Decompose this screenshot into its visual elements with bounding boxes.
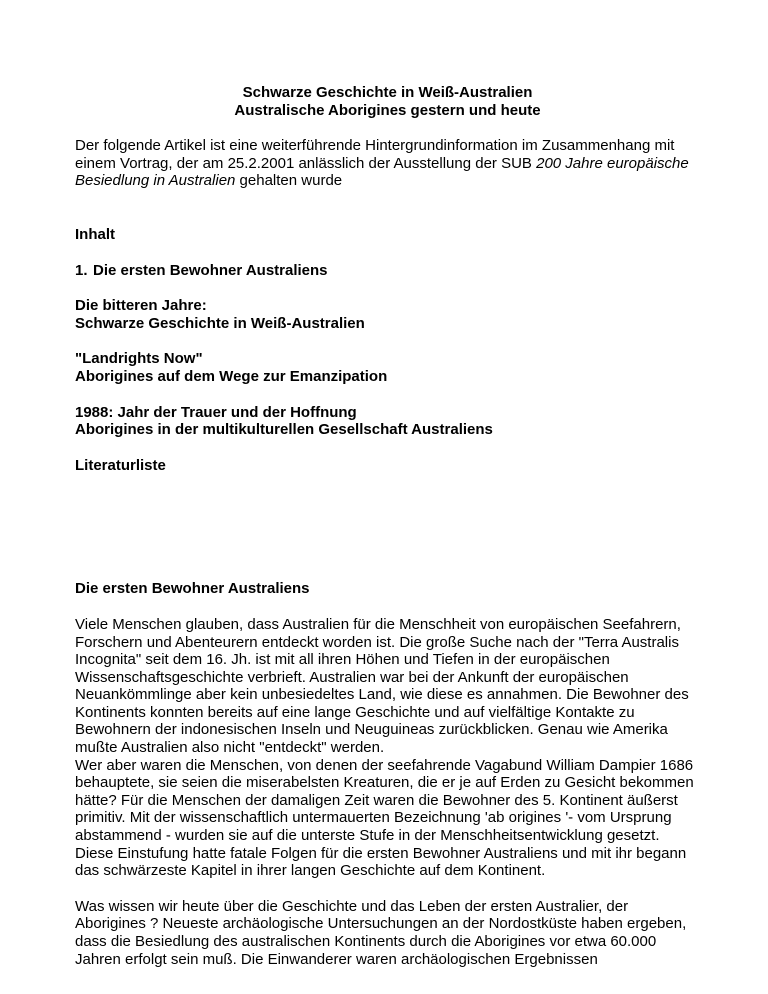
toc-item-3[interactable]: [75, 350, 700, 385]
intro-paragraph: [75, 137, 700, 190]
toc-item-2[interactable]: [75, 297, 700, 332]
exhibition-title: 200 Jahre europäische Besiedlung in Australien: [75, 154, 689, 190]
title-line-2: Australische Aborigines gestern und heute: [234, 101, 541, 119]
toc-item-2-line-1: Die bitteren Jahre:: [75, 297, 207, 315]
toc-item-4-line-1: 1988: Jahr der Trauer und der Hoffnung: [75, 403, 357, 421]
section-heading: Die ersten Bewohner Australiens: [75, 580, 310, 598]
title-line-1: Schwarze Geschichte in Weiß-Australien: [242, 84, 533, 101]
toc-item-1[interactable]: [75, 262, 700, 280]
toc-item-2-line-2: Schwarze Geschichte in Weiß-Australien: [75, 314, 365, 332]
intro-text-1: Der folgende Artikel ist eine weiterführende Hintergrundinformation im Zusammenhang mit einem Vortrag, der am 25.2.2001 anlässlich der Ausstellung der SUB: [75, 137, 675, 172]
section-paragraph-2: Was wissen wir heute über die Geschichte und das Leben der ersten Australier, der Aborigines ? Neueste archäologische Untersuchungen an der Nordostküste haben ergeben, dass die Besiedlung des australischen Kontinents durch die Aborigines vor etwa 60.000 Jahren erfolgt sein muß. Die Einwanderer waren archäologischen Ergebnissen: [75, 897, 687, 968]
toc-item-3-line-1: "Landrights Now": [75, 350, 203, 368]
paragraph-1-part-b: Wer aber waren die Menschen, von denen der seefahrende Vagabund William Dampier 1686 behauptete, sie seien die miserabelsten Kreaturen, die er je auf Erden zu Gesicht bekommen hätte? Für die Menschen der damaligen Zeit waren die Bewohner des 5. Kontinent äußerst primitiv. Mit der wissenschaftlich untermauerten Bezeichnung 'ab origines '- vom Ursprung abstammend - wurden sie auf die unterste Stufe in der Menschheitsentwicklung gesetzt. Diese Einstufung hatte fatale Folgen für die ersten Bewohner Australiens und mit ihr begann das schwärzeste Kapitel in ihrer langen Geschichte auf dem Kontinent.: [75, 756, 694, 880]
toc-heading: Inhalt: [75, 225, 115, 243]
toc-item-4-line-2: Aborigines in der multikulturellen Gesellschaft Australiens: [75, 421, 493, 439]
toc-item-5[interactable]: Literaturliste: [75, 456, 166, 474]
document-page: [75, 84, 700, 968]
toc-item-3-line-2: Aborigines auf dem Wege zur Emanzipation: [75, 367, 388, 385]
toc-item-4[interactable]: [75, 404, 700, 439]
document-title: [75, 84, 700, 119]
paragraph-1-part-a: Viele Menschen glauben, dass Australien für die Menschheit von europäischen Seefahrern, Forschern und Abenteurern entdeckt worden ist. Die große Suche nach der "Terra Australis Incognita" seit dem 16. Jh. ist mit all ihren Höhen und Tiefen in der europäischen Wissenschaftsgeschichte verbrieft. Australien war bei der Ankunft der europäischen Neuankömmlinge aber kein unbesiedeltes Land, wie diese es annahmen. Die Bewohner des Kontinents konnten bereits auf eine lange Geschichte und auf vielfältige Kontakte zu Bewohnern der indonesischen Inseln und Neuguineas zurückblicken. Genau wie Amerika mußte Australien also nicht "entdeckt" werden.: [75, 615, 689, 757]
intro-text-2: gehalten wurde: [235, 172, 343, 190]
section-paragraph-1: [75, 616, 700, 880]
toc-item-1-number: 1.: [75, 261, 88, 279]
toc-item-1-label: Die ersten Bewohner Australiens: [93, 261, 328, 279]
